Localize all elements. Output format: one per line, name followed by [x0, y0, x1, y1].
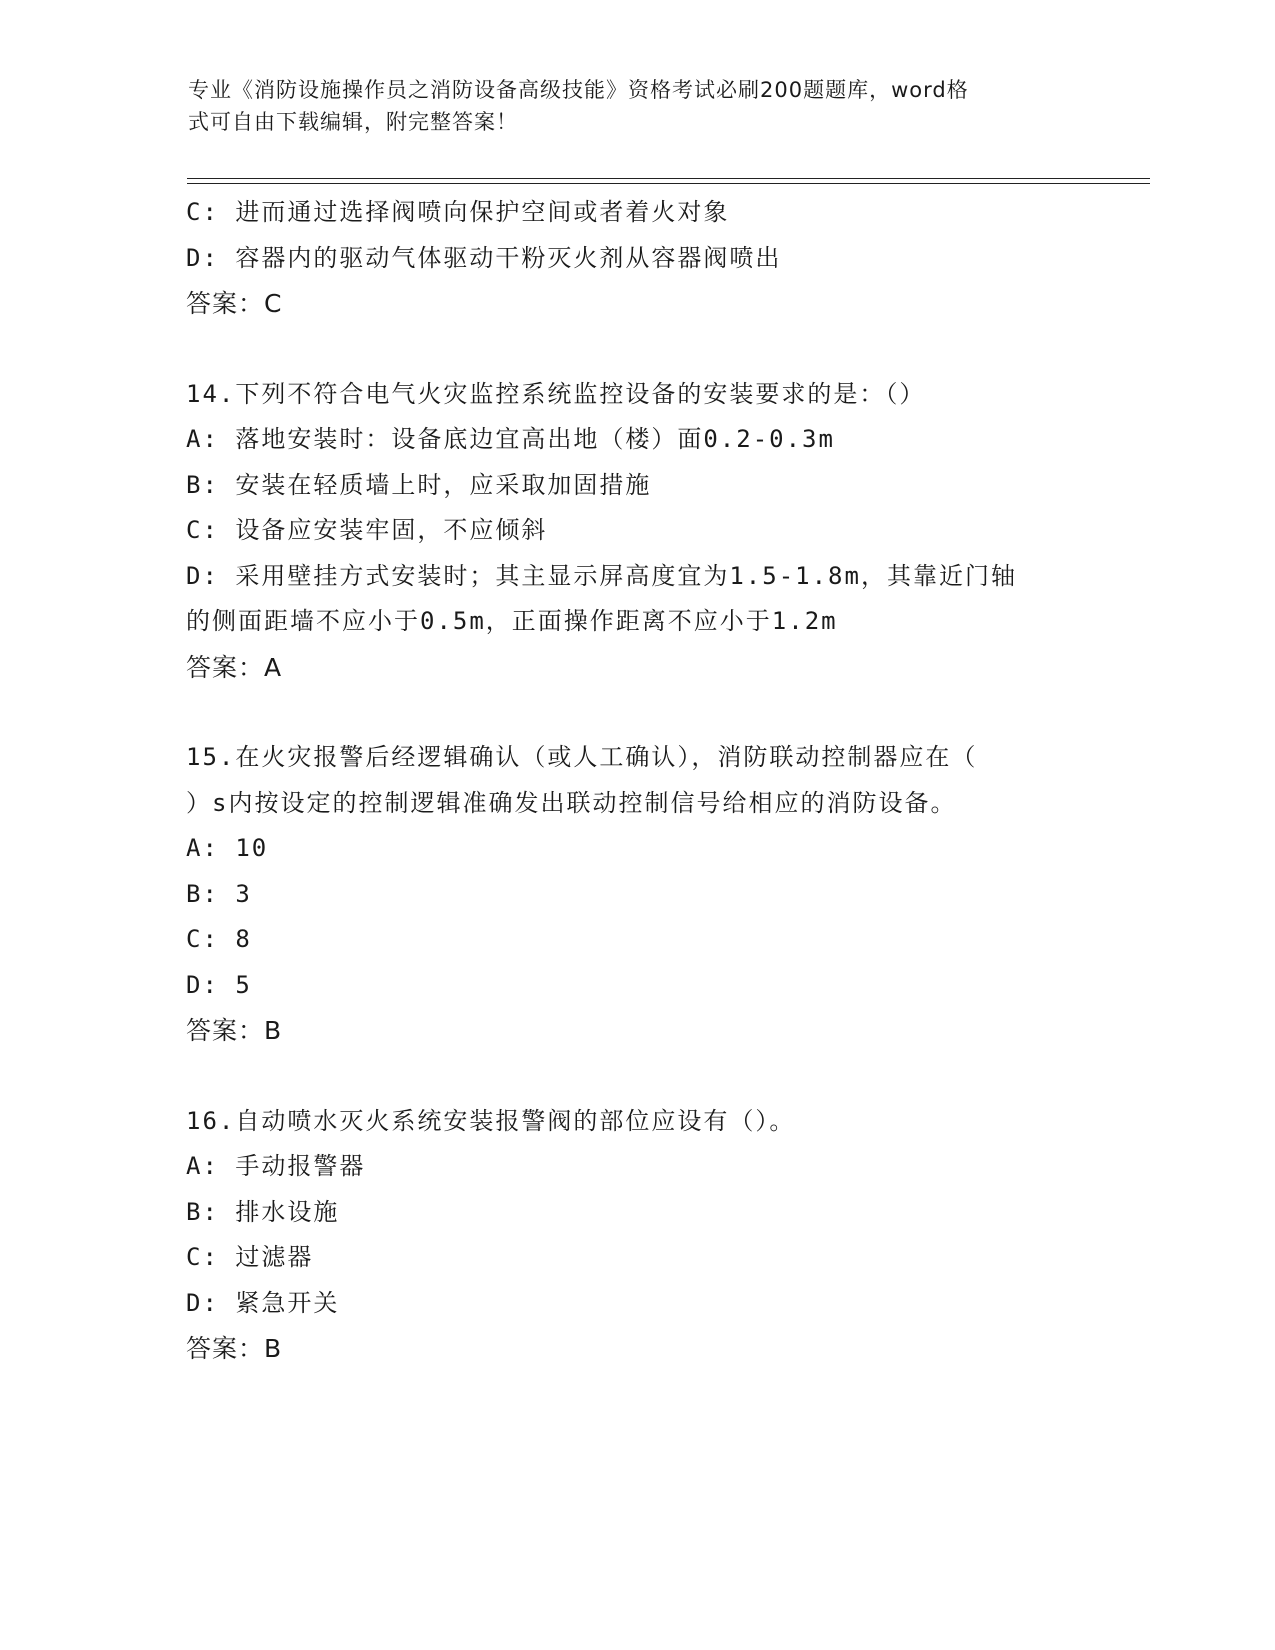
- option-c: C: 设备应安装牢固，不应倾斜: [186, 516, 548, 544]
- question-16: [186, 1099, 1086, 1372]
- document-header: [188, 74, 1088, 138]
- option-d: D: 紧急开关: [186, 1288, 340, 1317]
- spacer: [186, 327, 1086, 372]
- question-list: [186, 190, 1086, 1372]
- question-stem: 16.自动喷水灭火系统安装报警阀的部位应设有（）。: [186, 1106, 796, 1135]
- header-divider-top: [187, 178, 1150, 179]
- option-d: D: 容器内的驱动气体驱动干粉灭火剂从容器阀喷出: [186, 243, 782, 272]
- question-stem-continued: ）s内按设定的控制逻辑准确发出联动控制信号给相应的消防设备。: [186, 788, 957, 817]
- option-b: B: 安装在轻质墙上时，应采取加固措施: [186, 470, 652, 499]
- header-line-2: 式可自由下载编辑，附完整答案！: [188, 110, 518, 134]
- option-d: D: 5: [186, 970, 252, 999]
- answer-label: 答案：A: [186, 652, 283, 682]
- option-a: A: 落地安装时：设备底边宜高出地（楼）面0.2-0.3m: [186, 425, 835, 453]
- option-d: D: 采用壁挂方式安装时；其主显示屏高度宜为1.5-1.8m，其靠近门轴: [186, 561, 1017, 590]
- header-divider-bottom: [187, 183, 1150, 184]
- spacer: [186, 1054, 1086, 1099]
- option-d-continued: 的侧面距墙不应小于0.5m，正面操作距离不应小于1.2m: [186, 607, 838, 635]
- answer-label: 答案：C: [186, 289, 283, 318]
- question-15: [186, 735, 1086, 1054]
- spacer: [186, 690, 1086, 735]
- question-14: [186, 372, 1086, 691]
- option-b: B: 排水设施: [186, 1197, 340, 1226]
- question-stem: 14.下列不符合电气火灾监控系统监控设备的安装要求的是：（）: [186, 379, 926, 408]
- answer-label: 答案：B: [186, 1334, 283, 1363]
- option-a: A: 手动报警器: [186, 1152, 366, 1180]
- option-c: C: 过滤器: [186, 1243, 314, 1271]
- question-13: [186, 190, 1086, 327]
- header-line-1: 专业《消防设施操作员之消防设备高级技能》资格考试必刷200题题库，word格: [188, 78, 969, 102]
- option-c: C: 进而通过选择阀喷向保护空间或者着火对象: [186, 198, 730, 226]
- option-a: A: 10: [186, 834, 269, 862]
- option-c: C: 8: [186, 925, 252, 953]
- option-b: B: 3: [186, 879, 252, 908]
- answer-label: 答案：B: [186, 1016, 283, 1045]
- question-stem: 15.在火灾报警后经逻辑确认（或人工确认），消防联动控制器应在（: [186, 743, 978, 771]
